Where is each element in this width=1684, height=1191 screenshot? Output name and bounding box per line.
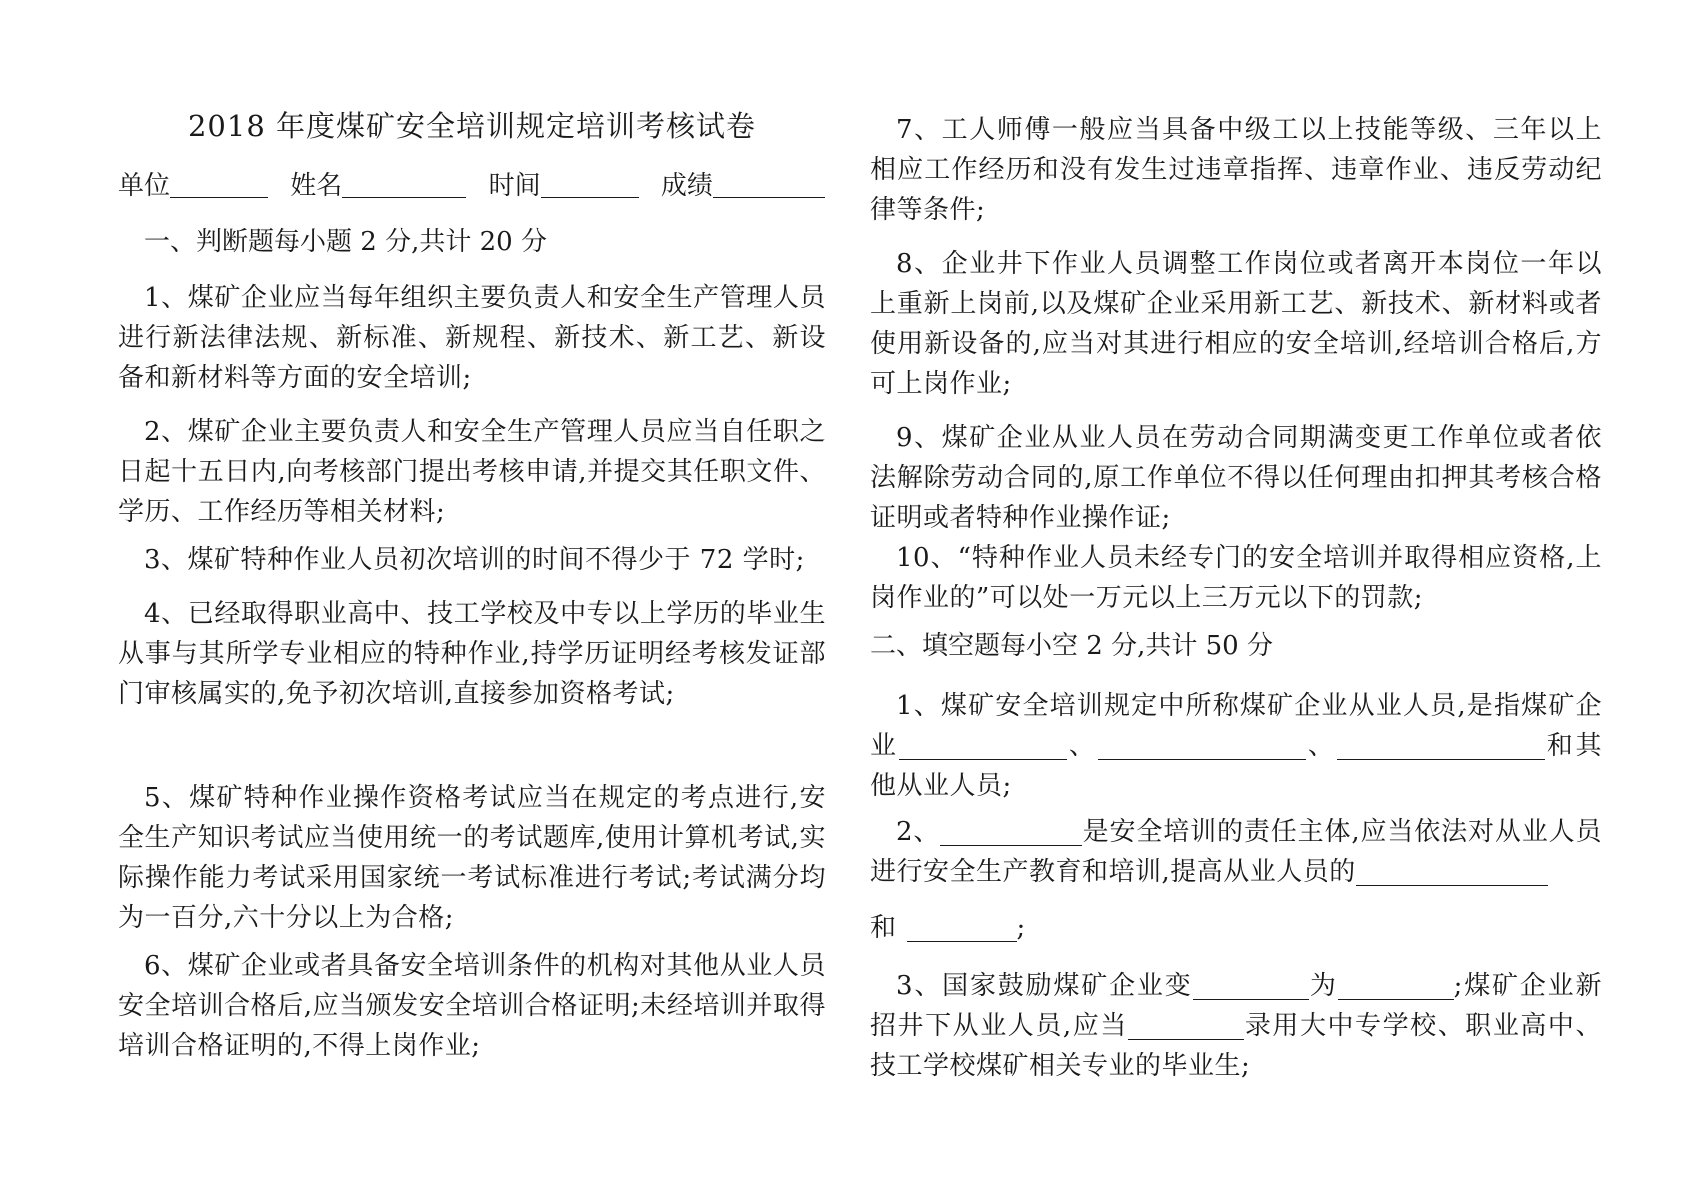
judge-item-8: 8、企业井下作业人员调整工作岗位或者离开本岗位一年以上重新上岗前,以及煤矿企业采用新工艺、新技术、新材料或者使用新设备的,应当对其进行相应的安全培训,经培训合格后,方可上岗作业; xyxy=(870,249,1602,399)
q3-blank-2[interactable] xyxy=(1338,967,1454,1000)
time-field[interactable] xyxy=(541,167,639,198)
name-field[interactable] xyxy=(342,167,466,198)
judge-item-2: 2、煤矿企业主要负责人和安全生产管理人员应当自任职之日起十五日内,向考核部门提出考核申请,并提交其任职文件、学历、工作经历等相关材料; xyxy=(118,417,826,527)
name-label: 姓名 xyxy=(290,171,343,201)
q2-blank-3[interactable] xyxy=(907,909,1017,942)
q3-text-2: 为 xyxy=(1308,971,1338,1001)
q2-blank-1[interactable] xyxy=(940,813,1082,846)
q3-text-1: 3、国家鼓励煤矿企业变 xyxy=(896,971,1193,1001)
time-label: 时间 xyxy=(488,171,541,201)
judge-item-10: 10、“特种作业人员未经专门的安全培训并取得相应资格,上岗作业的”可以处一万元以上三万元以下的罚款; xyxy=(870,543,1602,613)
page-title: 2018 年度煤矿安全培训规定培训考核试卷 xyxy=(187,109,757,143)
q1-text-2: 和其他从业人员; xyxy=(870,731,1602,801)
q1-blank-3[interactable] xyxy=(1337,727,1545,760)
fill-question-3 xyxy=(870,966,1602,1086)
score-field[interactable] xyxy=(713,167,825,198)
header-fields xyxy=(118,166,826,206)
q3-blank-1[interactable] xyxy=(1193,967,1309,1000)
q1-blank-1[interactable] xyxy=(899,727,1067,760)
score-label: 成绩 xyxy=(660,171,713,201)
judge-item-6: 6、煤矿企业或者具备安全培训条件的机构对其他从业人员安全培训合格后,应当颁发安全培训合格证明;未经培训并取得培训合格证明的,不得上岗作业; xyxy=(118,951,826,1061)
q2-text-3: 和 xyxy=(870,913,897,943)
unit-label: 单位 xyxy=(118,171,171,201)
q1-sep-2: 、 xyxy=(1305,731,1337,761)
judge-item-7: 7、工人师傅一般应当具备中级工以上技能等级、三年以上相应工作经历和没有发生过违章指挥、违章作业、违反劳动纪律等条件; xyxy=(870,115,1602,225)
judge-item-4: 4、已经取得职业高中、技工学校及中专以上学历的毕业生从事与其所学专业相应的特种作业,持学历证明经考核发证部门审核属实的,免予初次培训,直接参加资格考试; xyxy=(118,599,826,709)
q2-text-2: 是安全培训的责任主体,应当依法对从业人员进行安全生产教育和培训,提高从业人员的 xyxy=(870,817,1603,887)
judge-item-9: 9、煤矿企业从业人员在劳动合同期满变更工作单位或者依法解除劳动合同的,原工作单位不得以任何理由扣押其考核合格证明或者特种作业操作证; xyxy=(870,423,1602,533)
judge-item-1: 1、煤矿企业应当每年组织主要负责人和安全生产管理人员进行新法律法规、新标准、新规程、新技术、新工艺、新设备和新材料等方面的安全培训; xyxy=(118,283,826,393)
section2-heading: 二、填空题每小空 2 分,共计 50 分 xyxy=(870,631,1273,661)
fill-question-2 xyxy=(870,812,1602,892)
q1-sep-1: 、 xyxy=(1066,731,1098,761)
section1-heading: 一、判断题每小题 2 分,共计 20 分 xyxy=(144,227,547,257)
q1-text-1: 1、煤矿安全培训规定中所称煤矿企业从业人员,是指煤矿企业 xyxy=(870,691,1602,761)
fill-question-1 xyxy=(870,686,1602,806)
q3-blank-3[interactable] xyxy=(1128,1007,1244,1040)
unit-field[interactable] xyxy=(170,167,268,198)
q3-text-4: 录用大中专学校、职业高中、技工学校煤矿相关专业的毕业生; xyxy=(870,1011,1602,1081)
judge-item-3: 3、煤矿特种作业人员初次培训的时间不得少于 72 学时; xyxy=(144,545,805,575)
fill-question-2-cont xyxy=(870,908,1602,948)
q2-text-4: ; xyxy=(1016,913,1026,943)
q2-blank-2[interactable] xyxy=(1356,853,1548,886)
q3-text-3: ;煤矿企业新招井下从业人员,应当 xyxy=(870,971,1602,1041)
q2-text-1: 2、 xyxy=(896,817,941,847)
q1-blank-2[interactable] xyxy=(1098,727,1306,760)
judge-item-5: 5、煤矿特种作业操作资格考试应当在规定的考点进行,安全生产知识考试应当使用统一的考试题库,使用计算机考试,实际操作能力考试采用国家统一考试标准进行考试;考试满分均为一百分,六十分以上为合格; xyxy=(118,783,826,933)
